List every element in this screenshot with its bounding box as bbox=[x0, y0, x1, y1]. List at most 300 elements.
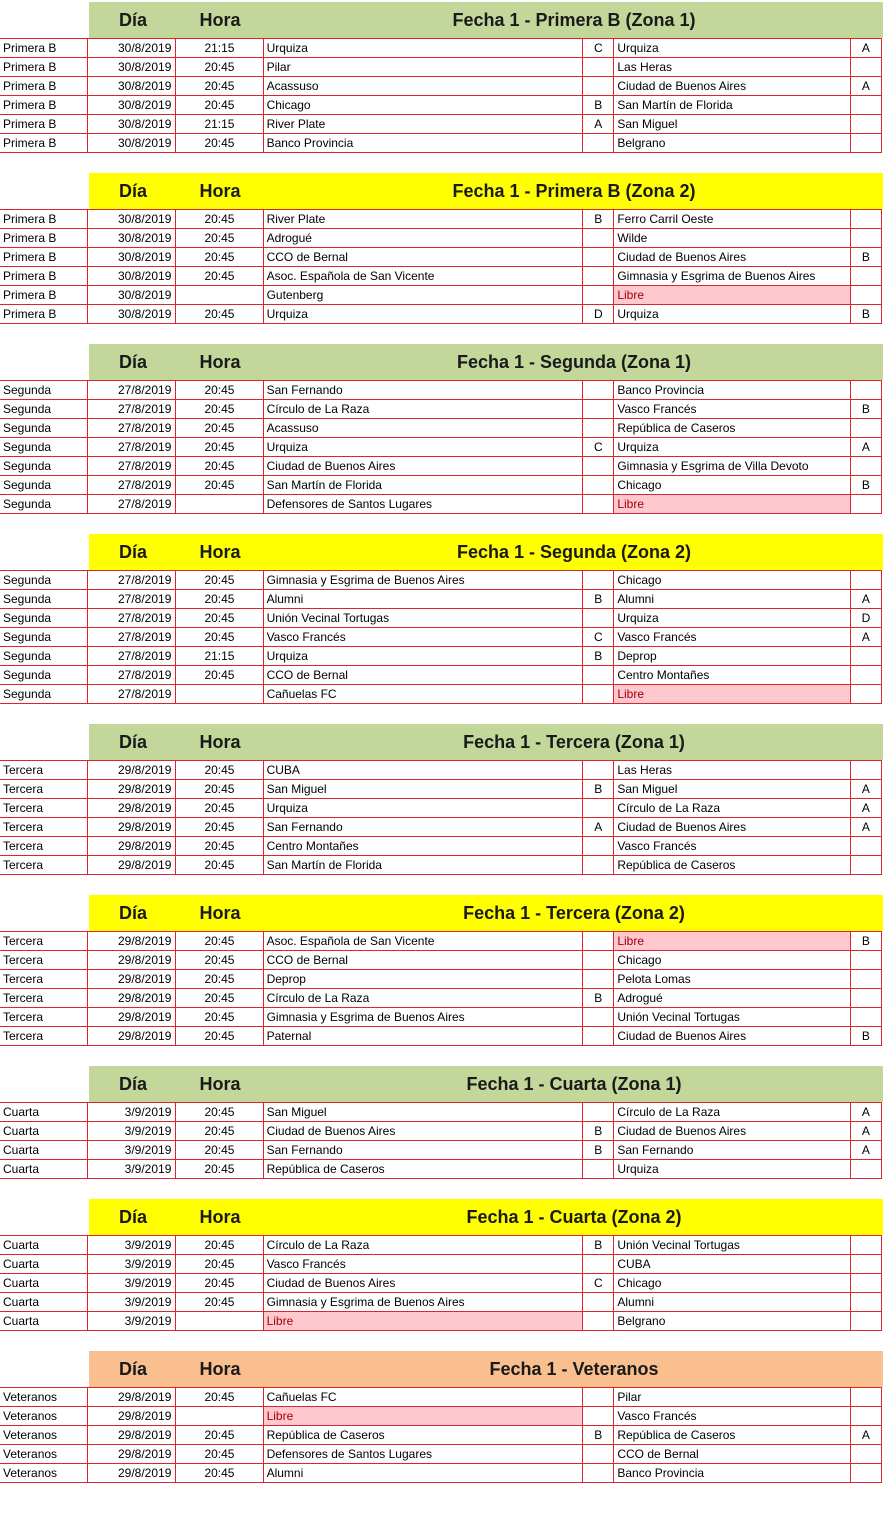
away-zone-cell bbox=[850, 1464, 881, 1483]
home-zone-cell: B bbox=[583, 210, 614, 229]
date-cell: 3/9/2019 bbox=[88, 1160, 176, 1179]
home-team-cell: República de Caseros bbox=[263, 1426, 583, 1445]
column-header-hora: Hora bbox=[199, 903, 241, 923]
date-cell: 27/8/2019 bbox=[88, 438, 176, 457]
away-zone-cell: A bbox=[850, 818, 881, 837]
time-cell: 20:45 bbox=[176, 1027, 263, 1046]
home-team-cell: Ciudad de Buenos Aires bbox=[263, 1122, 583, 1141]
away-team-cell: Chicago bbox=[614, 476, 851, 495]
section-title: Fecha 1 - Segunda (Zona 1) bbox=[456, 352, 692, 372]
away-team-cell: República de Caseros bbox=[614, 419, 851, 438]
away-zone-cell bbox=[850, 58, 881, 77]
table-row bbox=[0, 1103, 882, 1122]
home-zone-cell bbox=[583, 571, 614, 590]
category-cell: Primera B bbox=[0, 286, 88, 305]
away-team-cell: Ciudad de Buenos Aires bbox=[614, 1027, 851, 1046]
home-team-cell: Alumni bbox=[263, 1464, 583, 1483]
category-cell: Primera B bbox=[0, 77, 88, 96]
section-header bbox=[89, 534, 883, 570]
time-cell: 20:45 bbox=[176, 248, 263, 267]
fixture-table bbox=[0, 1235, 882, 1331]
home-team-cell: Urquiza bbox=[263, 799, 583, 818]
section-title: Fecha 1 - Segunda (Zona 2) bbox=[456, 542, 692, 562]
table-row bbox=[0, 1122, 882, 1141]
home-team-cell: San Fernando bbox=[263, 818, 583, 837]
column-header-hora: Hora bbox=[199, 352, 241, 372]
home-team-cell: Vasco Francés bbox=[263, 628, 583, 647]
time-cell: 20:45 bbox=[176, 229, 263, 248]
home-zone-cell: B bbox=[583, 1236, 614, 1255]
away-team-cell: Urquiza bbox=[614, 1160, 851, 1179]
date-cell: 30/8/2019 bbox=[88, 210, 176, 229]
home-zone-cell bbox=[583, 77, 614, 96]
category-cell: Veteranos bbox=[0, 1388, 88, 1407]
category-cell: Segunda bbox=[0, 666, 88, 685]
away-team-cell: Vasco Francés bbox=[614, 400, 851, 419]
category-cell: Veteranos bbox=[0, 1464, 88, 1483]
away-zone-cell: A bbox=[850, 1426, 881, 1445]
home-team-cell: San Fernando bbox=[263, 1141, 583, 1160]
away-zone-cell bbox=[850, 1255, 881, 1274]
section-title: Fecha 1 - Tercera (Zona 2) bbox=[463, 903, 685, 923]
away-zone-cell bbox=[850, 989, 881, 1008]
away-team-cell: Banco Provincia bbox=[614, 1464, 851, 1483]
time-cell bbox=[176, 1312, 263, 1331]
date-cell: 30/8/2019 bbox=[88, 58, 176, 77]
time-cell: 20:45 bbox=[176, 96, 263, 115]
category-cell: Tercera bbox=[0, 970, 88, 989]
section-header bbox=[89, 724, 883, 760]
home-team-cell: Urquiza bbox=[263, 305, 583, 324]
date-cell: 29/8/2019 bbox=[88, 780, 176, 799]
table-row bbox=[0, 628, 882, 647]
section-header bbox=[89, 1066, 883, 1102]
time-cell: 20:45 bbox=[176, 476, 263, 495]
table-row bbox=[0, 457, 882, 476]
column-header-dia: Día bbox=[118, 10, 147, 30]
date-cell: 29/8/2019 bbox=[88, 837, 176, 856]
away-zone-cell bbox=[850, 1312, 881, 1331]
date-cell: 29/8/2019 bbox=[88, 1464, 176, 1483]
date-cell: 27/8/2019 bbox=[88, 685, 176, 704]
category-cell: Primera B bbox=[0, 39, 88, 58]
table-row bbox=[0, 818, 882, 837]
time-cell: 20:45 bbox=[176, 780, 263, 799]
away-team-cell: San Martín de Florida bbox=[614, 96, 851, 115]
time-cell: 20:45 bbox=[176, 761, 263, 780]
away-team-cell: Centro Montañes bbox=[614, 666, 851, 685]
date-cell: 30/8/2019 bbox=[88, 286, 176, 305]
column-header-hora: Hora bbox=[199, 10, 241, 30]
home-team-cell: Cañuelas FC bbox=[263, 1388, 583, 1407]
table-row bbox=[0, 1464, 882, 1483]
home-zone-cell bbox=[583, 685, 614, 704]
home-team-cell: CUBA bbox=[263, 761, 583, 780]
column-header-hora: Hora bbox=[199, 542, 241, 562]
date-cell: 29/8/2019 bbox=[88, 1388, 176, 1407]
home-team-cell: Círculo de La Raza bbox=[263, 1236, 583, 1255]
table-row bbox=[0, 685, 882, 704]
home-team-cell: San Fernando bbox=[263, 381, 583, 400]
category-cell: Primera B bbox=[0, 267, 88, 286]
time-cell: 20:45 bbox=[176, 134, 263, 153]
home-zone-cell: B bbox=[583, 780, 614, 799]
home-team-cell: Cañuelas FC bbox=[263, 685, 583, 704]
table-row bbox=[0, 267, 882, 286]
time-cell bbox=[176, 1407, 263, 1426]
home-team-cell: Acassuso bbox=[263, 419, 583, 438]
away-team-cell: Alumni bbox=[614, 590, 851, 609]
home-zone-cell bbox=[583, 799, 614, 818]
home-zone-cell bbox=[583, 1445, 614, 1464]
category-cell: Cuarta bbox=[0, 1255, 88, 1274]
section-header bbox=[89, 1351, 883, 1387]
home-zone-cell bbox=[583, 1027, 614, 1046]
home-zone-cell bbox=[583, 1388, 614, 1407]
section-header bbox=[89, 173, 883, 209]
table-row bbox=[0, 1236, 882, 1255]
away-zone-cell: A bbox=[850, 1122, 881, 1141]
table-row bbox=[0, 951, 882, 970]
away-team-cell: Libre bbox=[614, 495, 851, 514]
category-cell: Veteranos bbox=[0, 1445, 88, 1464]
away-zone-cell bbox=[850, 951, 881, 970]
home-team-cell: Ciudad de Buenos Aires bbox=[263, 457, 583, 476]
away-team-cell: Vasco Francés bbox=[614, 837, 851, 856]
category-cell: Primera B bbox=[0, 229, 88, 248]
home-team-cell: Unión Vecinal Tortugas bbox=[263, 609, 583, 628]
category-cell: Segunda bbox=[0, 590, 88, 609]
away-zone-cell: A bbox=[850, 39, 881, 58]
table-row bbox=[0, 1141, 882, 1160]
home-zone-cell bbox=[583, 1008, 614, 1027]
category-cell: Segunda bbox=[0, 457, 88, 476]
home-zone-cell: B bbox=[583, 1426, 614, 1445]
column-header-hora: Hora bbox=[199, 1359, 241, 1379]
home-team-cell: Urquiza bbox=[263, 39, 583, 58]
category-cell: Primera B bbox=[0, 96, 88, 115]
date-cell: 27/8/2019 bbox=[88, 381, 176, 400]
home-team-cell: Acassuso bbox=[263, 77, 583, 96]
away-team-cell: Gimnasia y Esgrima de Buenos Aires bbox=[614, 267, 851, 286]
time-cell: 21:15 bbox=[176, 115, 263, 134]
home-zone-cell: C bbox=[583, 39, 614, 58]
away-team-cell: Urquiza bbox=[614, 39, 851, 58]
away-zone-cell bbox=[850, 495, 881, 514]
category-cell: Tercera bbox=[0, 837, 88, 856]
date-cell: 29/8/2019 bbox=[88, 1027, 176, 1046]
category-cell: Primera B bbox=[0, 305, 88, 324]
home-zone-cell bbox=[583, 1312, 614, 1331]
away-zone-cell bbox=[850, 1008, 881, 1027]
fixture-table bbox=[0, 1387, 882, 1483]
date-cell: 27/8/2019 bbox=[88, 647, 176, 666]
time-cell: 20:45 bbox=[176, 932, 263, 951]
time-cell: 20:45 bbox=[176, 77, 263, 96]
away-team-cell: Ciudad de Buenos Aires bbox=[614, 77, 851, 96]
home-team-cell: Deprop bbox=[263, 970, 583, 989]
away-team-cell: Las Heras bbox=[614, 58, 851, 77]
table-row bbox=[0, 58, 882, 77]
home-zone-cell: C bbox=[583, 438, 614, 457]
home-zone-cell bbox=[583, 856, 614, 875]
date-cell: 30/8/2019 bbox=[88, 248, 176, 267]
date-cell: 29/8/2019 bbox=[88, 1426, 176, 1445]
home-zone-cell bbox=[583, 134, 614, 153]
home-team-cell: Chicago bbox=[263, 96, 583, 115]
table-row bbox=[0, 1160, 882, 1179]
home-zone-cell bbox=[583, 666, 614, 685]
away-zone-cell bbox=[850, 381, 881, 400]
time-cell: 20:45 bbox=[176, 267, 263, 286]
category-cell: Segunda bbox=[0, 419, 88, 438]
away-zone-cell bbox=[850, 96, 881, 115]
home-zone-cell bbox=[583, 1255, 614, 1274]
table-row bbox=[0, 400, 882, 419]
away-zone-cell: A bbox=[850, 799, 881, 818]
away-zone-cell: A bbox=[850, 590, 881, 609]
home-zone-cell: B bbox=[583, 590, 614, 609]
table-row bbox=[0, 1274, 882, 1293]
home-team-cell: Centro Montañes bbox=[263, 837, 583, 856]
table-row bbox=[0, 590, 882, 609]
home-zone-cell: B bbox=[583, 647, 614, 666]
date-cell: 30/8/2019 bbox=[88, 77, 176, 96]
date-cell: 29/8/2019 bbox=[88, 818, 176, 837]
date-cell: 27/8/2019 bbox=[88, 495, 176, 514]
away-team-cell: Libre bbox=[614, 286, 851, 305]
home-zone-cell bbox=[583, 58, 614, 77]
away-team-cell: Libre bbox=[614, 932, 851, 951]
date-cell: 27/8/2019 bbox=[88, 476, 176, 495]
home-team-cell: Gutenberg bbox=[263, 286, 583, 305]
away-zone-cell bbox=[850, 761, 881, 780]
time-cell: 20:45 bbox=[176, 305, 263, 324]
section-title: Fecha 1 - Primera B (Zona 1) bbox=[452, 10, 696, 30]
home-zone-cell bbox=[583, 951, 614, 970]
category-cell: Tercera bbox=[0, 1008, 88, 1027]
date-cell: 3/9/2019 bbox=[88, 1122, 176, 1141]
away-team-cell: Pilar bbox=[614, 1388, 851, 1407]
away-zone-cell: B bbox=[850, 476, 881, 495]
home-team-cell: Urquiza bbox=[263, 438, 583, 457]
home-zone-cell bbox=[583, 761, 614, 780]
table-row bbox=[0, 666, 882, 685]
time-cell: 20:45 bbox=[176, 951, 263, 970]
home-team-cell: Círculo de La Raza bbox=[263, 989, 583, 1008]
time-cell: 20:45 bbox=[176, 837, 263, 856]
category-cell: Segunda bbox=[0, 609, 88, 628]
column-header-hora: Hora bbox=[199, 1074, 241, 1094]
home-zone-cell bbox=[583, 381, 614, 400]
time-cell: 20:45 bbox=[176, 1255, 263, 1274]
section-header bbox=[89, 344, 883, 380]
section-title: Fecha 1 - Cuarta (Zona 2) bbox=[466, 1207, 682, 1227]
away-team-cell: República de Caseros bbox=[614, 1426, 851, 1445]
away-team-cell: Vasco Francés bbox=[614, 1407, 851, 1426]
away-team-cell: Banco Provincia bbox=[614, 381, 851, 400]
away-zone-cell bbox=[850, 970, 881, 989]
home-team-cell: River Plate bbox=[263, 115, 583, 134]
date-cell: 27/8/2019 bbox=[88, 628, 176, 647]
date-cell: 30/8/2019 bbox=[88, 267, 176, 286]
away-zone-cell: D bbox=[850, 609, 881, 628]
away-zone-cell bbox=[850, 457, 881, 476]
away-zone-cell bbox=[850, 666, 881, 685]
home-team-cell: San Martín de Florida bbox=[263, 476, 583, 495]
away-zone-cell bbox=[850, 685, 881, 704]
date-cell: 29/8/2019 bbox=[88, 856, 176, 875]
time-cell: 20:45 bbox=[176, 1426, 263, 1445]
table-row bbox=[0, 210, 882, 229]
category-cell: Veteranos bbox=[0, 1407, 88, 1426]
category-cell: Segunda bbox=[0, 438, 88, 457]
category-cell: Cuarta bbox=[0, 1141, 88, 1160]
table-row bbox=[0, 1008, 882, 1027]
category-cell: Cuarta bbox=[0, 1312, 88, 1331]
date-cell: 29/8/2019 bbox=[88, 1407, 176, 1426]
home-team-cell: Pilar bbox=[263, 58, 583, 77]
time-cell: 20:45 bbox=[176, 1388, 263, 1407]
table-row bbox=[0, 1445, 882, 1464]
table-row bbox=[0, 96, 882, 115]
table-row bbox=[0, 609, 882, 628]
home-team-cell: River Plate bbox=[263, 210, 583, 229]
fixture-table bbox=[0, 209, 882, 324]
away-team-cell: Ciudad de Buenos Aires bbox=[614, 248, 851, 267]
table-row bbox=[0, 1255, 882, 1274]
away-team-cell: San Miguel bbox=[614, 115, 851, 134]
away-team-cell: República de Caseros bbox=[614, 856, 851, 875]
time-cell: 20:45 bbox=[176, 1008, 263, 1027]
date-cell: 27/8/2019 bbox=[88, 419, 176, 438]
category-cell: Tercera bbox=[0, 951, 88, 970]
date-cell: 3/9/2019 bbox=[88, 1274, 176, 1293]
home-team-cell: Ciudad de Buenos Aires bbox=[263, 1274, 583, 1293]
category-cell: Tercera bbox=[0, 932, 88, 951]
time-cell: 20:45 bbox=[176, 1103, 263, 1122]
table-row bbox=[0, 932, 882, 951]
home-team-cell: Asoc. Española de San Vicente bbox=[263, 267, 583, 286]
time-cell bbox=[176, 495, 263, 514]
home-team-cell: CCO de Bernal bbox=[263, 666, 583, 685]
away-zone-cell: B bbox=[850, 305, 881, 324]
away-team-cell: Alumni bbox=[614, 1293, 851, 1312]
column-header-dia: Día bbox=[118, 732, 147, 752]
date-cell: 3/9/2019 bbox=[88, 1103, 176, 1122]
away-team-cell: CCO de Bernal bbox=[614, 1445, 851, 1464]
home-zone-cell bbox=[583, 609, 614, 628]
away-team-cell: Urquiza bbox=[614, 438, 851, 457]
table-row bbox=[0, 780, 882, 799]
time-cell: 21:15 bbox=[176, 39, 263, 58]
home-team-cell: San Miguel bbox=[263, 780, 583, 799]
table-row bbox=[0, 419, 882, 438]
time-cell: 20:45 bbox=[176, 590, 263, 609]
away-team-cell: Libre bbox=[614, 685, 851, 704]
category-cell: Segunda bbox=[0, 476, 88, 495]
category-cell: Cuarta bbox=[0, 1160, 88, 1179]
fixture-table bbox=[0, 38, 882, 153]
time-cell: 20:45 bbox=[176, 1464, 263, 1483]
category-cell: Tercera bbox=[0, 989, 88, 1008]
away-team-cell: Belgrano bbox=[614, 1312, 851, 1331]
column-header-hora: Hora bbox=[199, 732, 241, 752]
home-team-cell: República de Caseros bbox=[263, 1160, 583, 1179]
time-cell: 20:45 bbox=[176, 1236, 263, 1255]
home-zone-cell bbox=[583, 457, 614, 476]
date-cell: 3/9/2019 bbox=[88, 1141, 176, 1160]
category-cell: Primera B bbox=[0, 58, 88, 77]
date-cell: 29/8/2019 bbox=[88, 761, 176, 780]
table-row bbox=[0, 229, 882, 248]
date-cell: 30/8/2019 bbox=[88, 96, 176, 115]
table-row bbox=[0, 1312, 882, 1331]
time-cell: 20:45 bbox=[176, 457, 263, 476]
time-cell: 20:45 bbox=[176, 1445, 263, 1464]
table-row bbox=[0, 115, 882, 134]
time-cell: 20:45 bbox=[176, 970, 263, 989]
table-row bbox=[0, 134, 882, 153]
column-header-dia: Día bbox=[118, 542, 147, 562]
away-team-cell: Chicago bbox=[614, 951, 851, 970]
fixture-table bbox=[0, 1102, 882, 1179]
home-zone-cell bbox=[583, 267, 614, 286]
away-team-cell: Adrogué bbox=[614, 989, 851, 1008]
date-cell: 3/9/2019 bbox=[88, 1255, 176, 1274]
category-cell: Segunda bbox=[0, 400, 88, 419]
home-zone-cell: B bbox=[583, 96, 614, 115]
fixture-table bbox=[0, 931, 882, 1046]
away-zone-cell: B bbox=[850, 248, 881, 267]
away-zone-cell: A bbox=[850, 438, 881, 457]
category-cell: Primera B bbox=[0, 248, 88, 267]
date-cell: 30/8/2019 bbox=[88, 229, 176, 248]
time-cell: 20:45 bbox=[176, 1122, 263, 1141]
home-team-cell: Adrogué bbox=[263, 229, 583, 248]
time-cell: 20:45 bbox=[176, 856, 263, 875]
time-cell: 20:45 bbox=[176, 818, 263, 837]
time-cell: 20:45 bbox=[176, 58, 263, 77]
away-team-cell: Deprop bbox=[614, 647, 851, 666]
date-cell: 29/8/2019 bbox=[88, 970, 176, 989]
category-cell: Cuarta bbox=[0, 1122, 88, 1141]
away-team-cell: Círculo de La Raza bbox=[614, 799, 851, 818]
away-zone-cell: A bbox=[850, 780, 881, 799]
date-cell: 29/8/2019 bbox=[88, 951, 176, 970]
home-team-cell: Banco Provincia bbox=[263, 134, 583, 153]
away-zone-cell: B bbox=[850, 1027, 881, 1046]
away-team-cell: Ciudad de Buenos Aires bbox=[614, 818, 851, 837]
away-zone-cell bbox=[850, 856, 881, 875]
table-row bbox=[0, 1027, 882, 1046]
away-team-cell: Unión Vecinal Tortugas bbox=[614, 1008, 851, 1027]
table-row bbox=[0, 476, 882, 495]
time-cell: 20:45 bbox=[176, 989, 263, 1008]
away-zone-cell bbox=[850, 134, 881, 153]
home-team-cell: Vasco Francés bbox=[263, 1255, 583, 1274]
home-zone-cell: C bbox=[583, 628, 614, 647]
home-zone-cell bbox=[583, 400, 614, 419]
table-row bbox=[0, 248, 882, 267]
home-team-cell: Libre bbox=[263, 1312, 583, 1331]
away-team-cell: Ferro Carril Oeste bbox=[614, 210, 851, 229]
away-team-cell: Ciudad de Buenos Aires bbox=[614, 1122, 851, 1141]
away-zone-cell: A bbox=[850, 1141, 881, 1160]
away-team-cell: Vasco Francés bbox=[614, 628, 851, 647]
date-cell: 27/8/2019 bbox=[88, 457, 176, 476]
time-cell: 21:15 bbox=[176, 647, 263, 666]
